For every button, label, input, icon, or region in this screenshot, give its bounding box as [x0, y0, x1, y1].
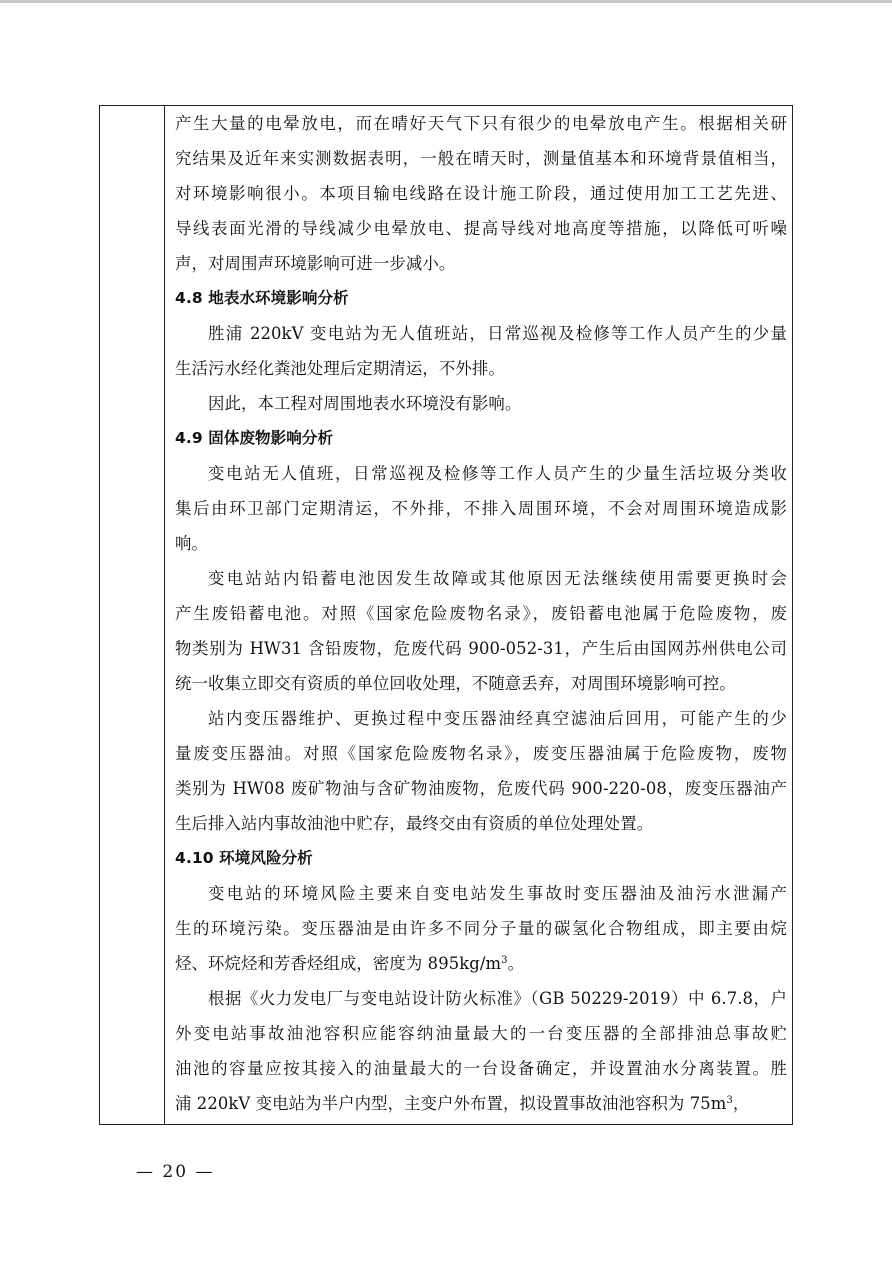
paragraph-line: 生后排入站内事故油池中贮存，最终交由有资质的单位处理处置。: [175, 814, 654, 833]
cubic-superscript: 3: [726, 1095, 733, 1106]
paragraph-line: 产生废铅蓄电池。对照《国家危险废物名录》，废铅蓄电池属于危险废物，废: [175, 604, 787, 623]
paragraph-line: 导线表面光滑的导线减少电晕放电、提高导线对地高度等措施，以降低可听噪: [175, 219, 787, 238]
paragraph-line: 油池的容量应按其接入的油量最大的一台设备确定，并设置油水分离装置。胜: [175, 1059, 787, 1078]
label-column: [100, 106, 165, 1124]
report-table: [99, 105, 793, 1125]
paragraph-line: 胜浦 220kV 变电站为无人值班站，日常巡视及检修等工作人员产生的少量: [208, 324, 787, 343]
paragraph-line: 物类别为 HW31 含铅废物，危废代码 900-052-31，产生后由国网苏州供电公司: [175, 639, 787, 658]
paragraph-line: 统一收集立即交有资质的单位回收处理，不随意丢弃，对周围环境影响可控。: [175, 674, 736, 693]
volume-tail: ，: [732, 1094, 750, 1113]
page-number: — 20 —: [136, 1162, 215, 1182]
density-tail: 。: [507, 954, 525, 973]
section-heading-4-9: 4.9 固体废物影响分析: [175, 429, 334, 447]
paragraph-line-density: [175, 946, 787, 981]
paragraph-line: 集后由环卫部门定期清运，不外排，不排入周围环境，不会对周围环境造成影: [175, 499, 787, 518]
paragraph-line: 变电站无人值班，日常巡视及检修等工作人员产生的少量生活垃圾分类收: [208, 464, 787, 483]
paragraph-line: 变电站站内铅蓄电池因发生故障或其他原因无法继续使用需要更换时会: [208, 569, 787, 588]
paragraph-line: 外变电站事故油池容积应能容纳油量最大的一台变压器的全部排油总事故贮: [175, 1024, 787, 1043]
paragraph-line: 根据《火力发电厂与变电站设计防火标准》（GB 50229-2019）中 6.7.8，户: [208, 989, 787, 1008]
section-heading-4-10: 4.10 环境风险分析: [175, 849, 313, 867]
paragraph-line: 产生大量的电晕放电，而在晴好天气下只有很少的电晕放电产生。根据相关研: [175, 114, 787, 133]
cubic-superscript: 3: [501, 955, 508, 966]
top-edge-rule: [0, 0, 892, 3]
paragraph-line-volume: [175, 1086, 787, 1121]
paragraph-line: 究结果及近年来实测数据表明，一般在晴天时，测量值基本和环境背景值相当，: [175, 149, 787, 168]
paragraph-line: 对环境影响很小。本项目输电线路在设计施工阶段，通过使用加工工艺先进、: [175, 184, 787, 203]
density-text: 烃、环烷烃和芳香烃组成，密度为 895kg/m: [175, 954, 502, 973]
paragraph-line: 变电站的环境风险主要来自变电站发生事故时变压器油及油污水泄漏产: [208, 884, 787, 903]
paragraph-line: 生的环境污染。变压器油是由许多不同分子量的碳氢化合物组成，即主要由烷: [175, 919, 787, 938]
volume-text: 浦 220kV 变电站为半户内型，主变户外布置，拟设置事故油池容积为 75m: [175, 1094, 727, 1113]
paragraph-line: 响。: [175, 534, 208, 553]
content-column: [175, 106, 787, 1121]
paragraph-line: 声，对周围声环境影响可进一步减小。: [175, 254, 456, 273]
paragraph-line: 生活污水经化粪池处理后定期清运，不外排。: [175, 359, 505, 378]
paragraph-line: 量废变压器油。对照《国家危险废物名录》，废变压器油属于危险废物，废物: [175, 744, 787, 763]
section-heading-4-8: 4.8 地表水环境影响分析: [175, 289, 349, 307]
paragraph-line: 类别为 HW08 废矿物油与含矿物油废物，危废代码 900-220-08，废变压器油产: [175, 779, 787, 798]
paragraph-line: 因此，本工程对周围地表水环境没有影响。: [208, 394, 522, 413]
paragraph-line: 站内变压器维护、更换过程中变压器油经真空滤油后回用，可能产生的少: [208, 709, 787, 728]
